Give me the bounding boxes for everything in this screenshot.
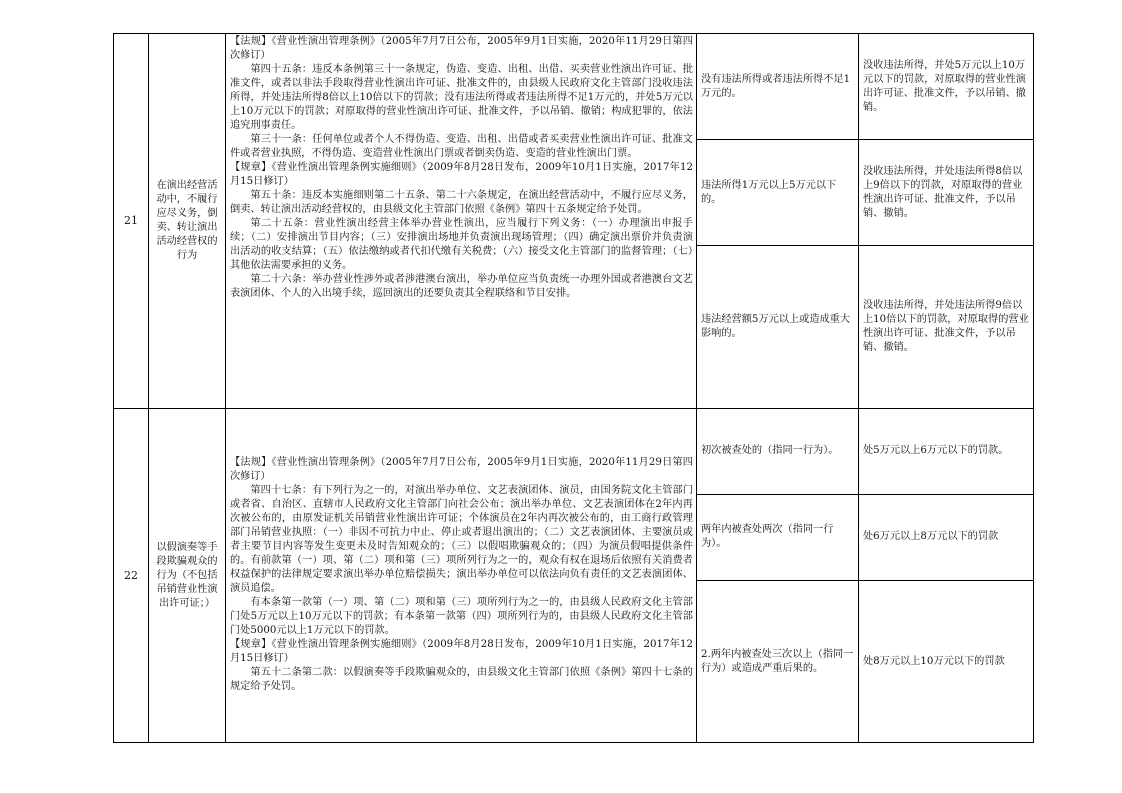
legal-basis <box>226 409 697 743</box>
law-paragraph: 第五十二条第二款：以假演奏等手段欺骗观众的，由县级文化主管部门依照《条例》第四十七条的规定给予处罚。 <box>230 667 693 692</box>
circumstance-cell: 两年内被查处两次（指同一行为）。 <box>697 494 859 581</box>
penalty-cell: 没收违法所得，并处5万元以上10万元以下的罚款，对原取得的营业性演出许可证、批准文件，予以吊销、撤销。 <box>859 34 1034 140</box>
penalty-cell: 处6万元以上8万元以下的罚款 <box>859 494 1034 581</box>
penalty-cell: 处8万元以上10万元以下的罚款 <box>859 581 1034 743</box>
law-paragraph: 第三十一条：任何单位或者个人不得伪造、变造、出租、出借或者买卖营业性演出许可证、批准文件或者营业执照，不得伪造、变造营业性演出门票或者倒卖伪造、变造的营业性演出门票。 <box>230 134 693 159</box>
law-paragraph: 第四十七条：有下列行为之一的，对演出举办单位、文艺表演团体、演员，由国务院文化主管部门或者省、自治区、直辖市人民政府文化主管部门向社会公布；演出举办单位、文艺表演团体在2年内再次被公布的，由原发证机关吊销营业性演出许可证；个体演员在2年内再次被公布的，由工商行政管理部门吊销营业执照：（一）非因不可抗力中止、停止或者退出演出的；（二）文艺表演团体、主要演员或者主要节目内容等发生变更未及时告知观众的；（三）以假唱欺骗观众的；（四）为演员假唱提供条件的。有前款第（一）项、第（二）项和第（三）项所列行为之一的，观众有权在退场后依照有关消费者权益保护的法律规定要求演出举办单位赔偿损失；演出举办单位可以依法向负有责任的文艺表演团体、演员追偿。 <box>230 485 693 594</box>
table-row <box>114 34 1034 140</box>
law-paragraph: 【法规】《营业性演出管理条例》（2005年7月7日公布，2005年9月1日实施，2020年11月29日第四次修订） <box>230 36 693 61</box>
law-paragraph: 【规章】《营业性演出管理条例实施细则》（2009年8月28日发布，2009年10月1日实施，2017年12月15日修订） <box>230 639 693 664</box>
penalty-cell: 没收违法所得，并处违法所得8倍以上9倍以下的罚款，对原取得的营业性演出许可证、批准文件，予以吊销、撤销。 <box>859 140 1034 246</box>
law-paragraph: 【规章】《营业性演出管理条例实施细则》（2009年8月28日发布，2009年10月1日实施，2017年12月15日修订） <box>230 162 693 187</box>
row-number: 21 <box>114 34 149 409</box>
penalty-cell: 处5万元以上6万元以下的罚款。 <box>859 409 1034 495</box>
circumstance-cell: 没有违法所得或者违法所得不足1万元的。 <box>697 34 859 140</box>
row-number: 22 <box>114 409 149 743</box>
circumstance-cell: 初次被查处的（指同一行为）。 <box>697 409 859 495</box>
law-paragraph: 第二十六条：举办营业性涉外或者涉港澳台演出，举办单位应当负责统一办理外国或者港澳台文艺表演团体、个人的入出境手续，巡回演出的还要负责其全程联络和节目安排。 <box>230 274 693 299</box>
law-paragraph: 【法规】《营业性演出管理条例》（2005年7月7日公布，2005年9月1日实施，2020年11月29日第四次修订） <box>230 457 693 482</box>
circumstance-cell: 违法经营额5万元以上或造成重大影响的。 <box>697 246 859 409</box>
law-paragraph: 第五十条：违反本实施细则第二十五条、第二十六条规定，在演出经营活动中，不履行应尽义务，倒卖、转让演出活动经营权的，由县级文化主管部门依照《条例》第四十五条规定给予处罚。 <box>230 190 693 215</box>
law-paragraph: 有本条第一款第（一）项、第（二）项和第（三）项所列行为之一的，由县级人民政府文化主管部门处5万元以上10万元以下的罚款；有本条第一款第（四）项所列行为的，由县级人民政府文化主管部门处5000元以上1万元以下的罚款。 <box>230 597 693 636</box>
table-row <box>114 409 1034 495</box>
circumstance-cell: 2.两年内被查处三次以上（指同一行为）或造成严重后果的。 <box>697 581 859 743</box>
violation-behavior: 以假演奏等手段欺骗观众的行为（不包括吊销营业性演出许可证；） <box>149 409 226 743</box>
law-paragraph: 第二十五条：营业性演出经营主体举办营业性演出，应当履行下列义务：（一）办理演出申报手续；（二）安排演出节目内容；（三）安排演出场地并负责演出现场管理；（四）确定演出票价并负责演出活动的收支结算；（五）依法缴纳或者代扣代缴有关税费；（六）接受文化主管部门的监督管理；（七）其他依法需要承担的义务。 <box>230 218 693 271</box>
penalty-cell: 没收违法所得，并处违法所得9倍以上10倍以下的罚款，对原取得的营业性演出许可证、批准文件，予以吊销、撤销。 <box>859 246 1034 409</box>
circumstance-cell: 违法所得1万元以上5万元以下的。 <box>697 140 859 246</box>
legal-basis <box>226 34 697 409</box>
penalty-standard-table <box>113 33 1034 743</box>
law-paragraph: 第四十五条：违反本条例第三十一条规定，伪造、变造、出租、出借、买卖营业性演出许可证、批准文件，或者以非法手段取得营业性演出许可证、批准文件的，由县级人民政府文化主管部门没收违法所得，并处违法所得8倍以上10倍以下的罚款；没有违法所得或者违法所得不足1万元的，并处5万元以上10万元以下的罚款；对原取得的营业性演出许可证、批准文件，予以吊销、撤销；构成犯罪的，依法追究刑事责任。 <box>230 64 693 131</box>
violation-behavior: 在演出经营活动中，不履行应尽义务，倒卖、转让演出活动经营权的行为 <box>149 34 226 409</box>
